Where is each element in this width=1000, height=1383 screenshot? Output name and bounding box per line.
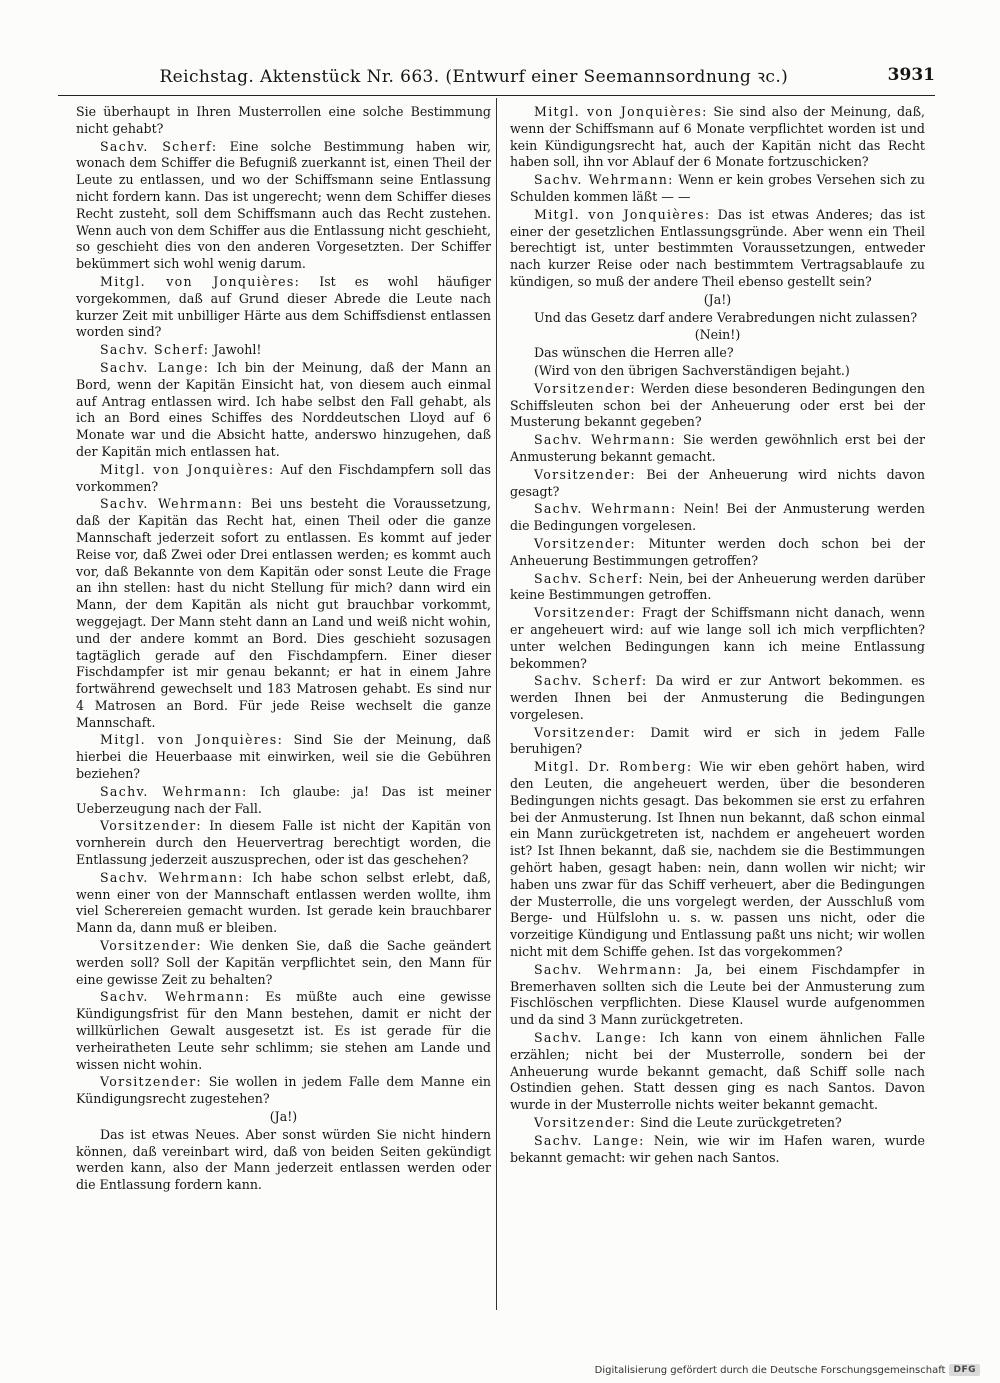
paragraph-text: Ja, bei einem Fischdampfer in Bremerhaven sollten sich die Leute bei der Anmusterung zum Fischlöschen verpflichten. Diese Klausel wurde aufgenommen und da sind 3 Mann zurückgetreten. <box>510 961 925 1028</box>
paragraph <box>510 605 925 672</box>
speaker-label: Sachv. Lange: <box>100 359 210 375</box>
page-number: 3931 <box>887 65 935 85</box>
speaker-label: Vorsitzender: <box>534 466 636 482</box>
paragraph-text: Ich kann von einem ähnlichen Falle erzählen; nicht bei der Musterrolle, sondern bei der Anheuerung wurde bekannt gemacht, daß Schiff solle nach Ostindien gehen. Statt dessen ging es nach Santos. Davon wurde in der Musterrolle nichts weiter bekannt gemacht. <box>510 1030 925 1113</box>
funding-note: Digitalisierung gefördert durch die Deutsche Forschungsgemeinschaft <box>594 1364 946 1376</box>
paragraph-text: Sie wollen in jedem Falle dem Manne ein Kündigungsrecht zugestehen? <box>76 1074 491 1107</box>
paragraph <box>510 759 925 961</box>
paragraph-text: Fragt der Schiffsmann nicht danach, wenn er angeheuert wird: auf wie lange soll ich mich verpflichten? unter welchen Bedingungen kann ich meine Entlassung bekommen? <box>510 605 925 671</box>
speaker-label: Sachv. Lange: <box>534 1132 645 1148</box>
paragraph-text: In diesem Falle ist nicht der Kapitän von vornherein durch den Heuervertrag berechtigt worden, die Entlassung jederzeit auszusprechen, oder ist das geschehen? <box>76 818 491 868</box>
paragraph-text: Nein, wie wir im Hafen waren, wurde bekannt gemacht: wir gehen nach Santos. <box>510 1132 925 1165</box>
paragraph <box>76 1074 491 1108</box>
speaker-label: Mitgl. von Jonquières: <box>100 461 275 477</box>
paragraph-text: Sie überhaupt in Ihren Musterrollen eine solche Bestimmung nicht gehabt? <box>76 104 491 136</box>
paragraph-text: Da wird er zur Antwort bekommen. es werden Ihnen bei der Anmusterung die Bedingungen vorgelesen. <box>510 673 925 722</box>
paragraph <box>76 274 491 341</box>
paragraph-text: Ist es wohl häufiger vorgekommen, daß auf Grund dieser Abrede die Leute nach kurzer Zeit mit unbilliger Härte aus dem Schiffsdienst entlassen worden sind? <box>76 273 491 340</box>
speaker-label: Sachv. Wehrmann: <box>534 432 677 448</box>
paragraph <box>510 207 925 291</box>
speaker-label: Sachv. Wehrmann: <box>100 989 251 1005</box>
footer <box>595 1364 980 1376</box>
speaker-label: Vorsitzender: <box>534 1115 636 1131</box>
paragraph <box>76 938 491 988</box>
paragraph-text: Das ist etwas Anderes; das ist einer der gesetzlichen Entlassungsgründe. Aber wenn ein Theil berechtigt ist, unter bestimmten Voraussetzungen, entweder nach kurzer Reise oder nach bestimmtem Vertragsablaufe zu kündigen, so muß der andere Theil ebenso gestellt sein? <box>510 206 925 289</box>
paragraph-text: Ich habe schon selbst erlebt, daß, wenn einer von der Mannschaft entlassen werden wollte, ihm viel Scherereien gemacht wurden. Ist gerade kein brauchbarer Mann da, dann muß er bleiben. <box>76 869 491 936</box>
paragraph-text: Ich bin der Meinung, daß der Mann an Bord, wenn der Kapitän Einsicht hat, von diesem auch einmal auf Antrag entlassen wird. Ich habe selbst den Fall gehabt, als ich an Bord eines Schiffes des Norddeutschen Lloyd auf 6 Monate war und die Absicht hatte, anderswo hinzugehen, daß der Kapitän mich entlassen hat. <box>76 359 491 459</box>
speaker-label: Sachv. Wehrmann: <box>100 783 248 799</box>
header-rule <box>58 95 935 96</box>
paragraph <box>510 432 925 466</box>
paragraph-text: Das wünschen die Herren alle? <box>534 345 734 361</box>
paragraph <box>76 1109 491 1126</box>
paragraph-text: Eine solche Bestimmung haben wir, wonach dem Schiffer die Befugniß zuerkannt ist, einen Theil der Leute zu entlassen, und wo der Schiffsmann seine Entlassung nicht fordern kann. Das ist ungerecht; wenn dem Schiffer dieses Recht zusteht, soll dem Schiffsmann auch das Recht zustehen. Wenn auch von dem Schiffer aus die Entlassung nicht geschieht, so geschieht dies von den anderen Vorgesetzten. Der Schiffer bekümmert sich wohl wenig darum. <box>76 138 491 272</box>
paragraph-text: Bei uns besteht die Voraussetzung, daß der Kapitän das Recht hat, einen Theil oder die ganze Mannschaft jederzeit sofort zu entlassen. Es kommt auf jeder Reise vor, daß Zwei oder Drei entlassen werden; es kommt auch vor, daß Bekannte von dem Kapitän oder sonst Leute die Frage an ihn stellen: hast du nicht Stellung für mich? dann wird ein Mann, der dem Kapitän als nicht gut brauchbar vorkommt, weggejagt. Der Mann steht dann an Land und weiß nicht wohin, und der andere kommt an Bord. Dies geschieht sozusagen tagtäglich gerade auf den Fischdampfern. Einer dieser Fischdampfer ist mir genau bekannt; er hat in einem Jahre fortwährend gewechselt und 183 Matrosen gehabt. Es sind nur 4 Matrosen an Bord. Für jede Reise wechselt die ganze Mannschaft. <box>76 496 491 730</box>
paragraph <box>510 327 925 344</box>
paragraph <box>76 462 491 496</box>
paragraph-text: (Ja!) <box>269 1109 298 1125</box>
paragraph <box>76 1127 491 1194</box>
speaker-label: Sachv. Wehrmann: <box>534 961 683 977</box>
dfg-logo: DFG <box>949 1364 980 1376</box>
paragraph-text: Jawohl! <box>213 342 262 358</box>
speaker-label: Mitgl. von Jonquières: <box>534 206 711 222</box>
paragraph <box>510 467 925 501</box>
paragraph <box>510 310 925 327</box>
column-divider <box>496 98 497 1310</box>
paragraph <box>76 818 491 868</box>
paragraph-text: (Ja!) <box>703 291 732 307</box>
speaker-label: Vorsitzender: <box>534 380 636 396</box>
speaker-label: Sachv. Scherf: <box>100 342 210 358</box>
speaker-label: Sachv. Lange: <box>534 1030 648 1046</box>
paragraph-text: Sind Sie der Meinung, daß hierbei die Heuerbaase mit einwirken, weil sie die Gebühren beziehen? <box>76 732 491 782</box>
running-title: Reichstag. Aktenstück Nr. 663. (Entwurf einer Seemannsordnung ꝛc.) <box>159 66 789 87</box>
speaker-label: Mitgl. von Jonquières: <box>100 273 301 289</box>
paragraph-text: (Nein!) <box>694 327 741 343</box>
speaker-label: Mitgl. von Jonquières: <box>100 732 284 748</box>
paragraph-text: Damit wird er sich in jedem Falle beruhigen? <box>510 724 925 757</box>
speaker-label: Sachv. Scherf: <box>534 570 644 586</box>
paragraph <box>76 784 491 818</box>
paragraph-text: Sind die Leute zurückgetreten? <box>639 1115 842 1131</box>
paragraph-text: Und das Gesetz darf andere Verabredungen nicht zulassen? <box>534 309 918 325</box>
paragraph-text: Bei der Anheuerung wird nichts davon gesagt? <box>510 466 925 499</box>
left-column <box>76 104 491 1195</box>
paragraph <box>76 139 491 273</box>
speaker-label: Mitgl. von Jonquières: <box>534 104 708 119</box>
paragraph <box>76 360 491 461</box>
speaker-label: Sachv. Scherf: <box>534 673 648 689</box>
paragraph <box>510 673 925 723</box>
speaker-label: Sachv. Wehrmann: <box>534 172 674 188</box>
page-header <box>60 58 935 92</box>
speaker-label: Vorsitzender: <box>534 724 636 740</box>
paragraph-text: Nein, bei der Anheuerung werden darüber keine Bestimmungen getroffen. <box>510 570 925 603</box>
paragraph-text: Sie sind also der Meinung, daß, wenn der Schiffsmann auf 6 Monate verpflichtet worden ist und kein Kündigungsrecht hat, auch der Kapitän nicht das Recht haben soll, ihn vor Ablauf der 6 Monate fortzuschicken? <box>510 104 925 170</box>
paragraph-text: (Wird von den übrigen Sachverständigen bejaht.) <box>534 362 850 378</box>
paragraph <box>510 962 925 1029</box>
speaker-label: Mitgl. Dr. Romberg: <box>534 759 693 775</box>
paragraph-text: Mitunter werden doch schon bei der Anheuerung Bestimmungen getroffen? <box>510 535 925 568</box>
paragraph <box>510 725 925 759</box>
speaker-label: Vorsitzender: <box>534 605 636 621</box>
paragraph <box>76 104 491 138</box>
speaker-label: Sachv. Wehrmann: <box>534 501 677 517</box>
paragraph-text: Werden diese besonderen Bedingungen den Schiffsleuten schon bei der Anheuerung oder erst bei der Musterung bekannt gegeben? <box>510 380 925 430</box>
speaker-label: Vorsitzender: <box>534 535 636 551</box>
speaker-label: Vorsitzender: <box>100 818 202 834</box>
paragraph-text: Sie werden gewöhnlich erst bei der Anmusterung bekannt gemacht. <box>510 432 925 464</box>
paragraph <box>510 1133 925 1167</box>
right-column <box>510 104 925 1167</box>
paragraph <box>510 363 925 380</box>
speaker-label: Vorsitzender: <box>100 938 202 954</box>
paragraph <box>76 732 491 782</box>
speaker-label: Sachv. Wehrmann: <box>100 496 244 512</box>
paragraph <box>510 345 925 362</box>
paragraph-text: Das ist etwas Neues. Aber sonst würden Sie nicht hindern können, daß vereinbart wird, daß von beiden Seiten gekündigt werden kann, also der Mann jederzeit entlassen werden oder die Entlassung fordern kann. <box>76 1126 491 1193</box>
paragraph <box>510 536 925 570</box>
paragraph <box>76 342 491 359</box>
paragraph <box>510 1030 925 1114</box>
speaker-label: Sachv. Scherf: <box>100 138 218 154</box>
paragraph-text: Es müßte auch eine gewisse Kündigungsfrist für den Mann bestehen, damit er nicht der willkürlichen Gewalt ausgesetzt ist. Es ist gerade für die verheiratheten Leute sehr schlimm; sie stehen am Lande und wissen nicht wohin. <box>76 989 491 1072</box>
speaker-label: Vorsitzender: <box>100 1074 202 1090</box>
speaker-label: Sachv. Wehrmann: <box>100 869 244 885</box>
paragraph-text: Wie denken Sie, daß die Sache geändert werden soll? Soll der Kapitän verpflichtet sein, den Mann für eine gewisse Zeit zu behalten? <box>76 938 491 987</box>
paragraph <box>510 1115 925 1132</box>
paragraph <box>76 989 491 1073</box>
paragraph <box>510 104 925 171</box>
paragraph-text: Wenn er kein grobes Versehen sich zu Schulden kommen läßt — — <box>510 172 925 204</box>
paragraph <box>510 571 925 605</box>
paragraph-text: Auf den Fischdampfern soll das vorkommen? <box>76 461 491 494</box>
paragraph <box>76 870 491 937</box>
paragraph-text: Wie wir eben gehört haben, wird den Leuten, die angeheuert werden, über die besonderen Bedingungen nichts gesagt. Das bekommen sie erst zu erfahren bei der Anmusterung. Ist Ihnen nun bekannt, daß schon einmal ein Mann zurückgetreten ist, nachdem er angeheuert worden ist? Ist Ihnen bekannt, daß sie, nachdem sie die Bestimmungen gehört haben, gesagt haben: nein, dann wollen wir nicht; wir haben uns zwar für das Schiff verheuert, aber die Bedingungen der Musterrolle, die uns vorgelegt werden, der Ausschluß vom Berge- und Hülfslohn u. s. w. passen uns nicht, oder die vorzeitige Kündigung und Entlassung paßt uns nicht; wir wollen nicht mit dem Schiffe gehen. Ist das vorgekommen? <box>510 759 925 960</box>
paragraph <box>510 501 925 535</box>
paragraph-text: Nein! Bei der Anmusterung werden die Bedingungen vorgelesen. <box>510 501 925 534</box>
paragraph <box>510 381 925 431</box>
paragraph <box>76 496 491 731</box>
paragraph <box>510 172 925 206</box>
paragraph-text: Ich glaube: ja! Das ist meiner Ueberzeugung nach der Fall. <box>76 783 491 816</box>
paragraph <box>510 292 925 309</box>
